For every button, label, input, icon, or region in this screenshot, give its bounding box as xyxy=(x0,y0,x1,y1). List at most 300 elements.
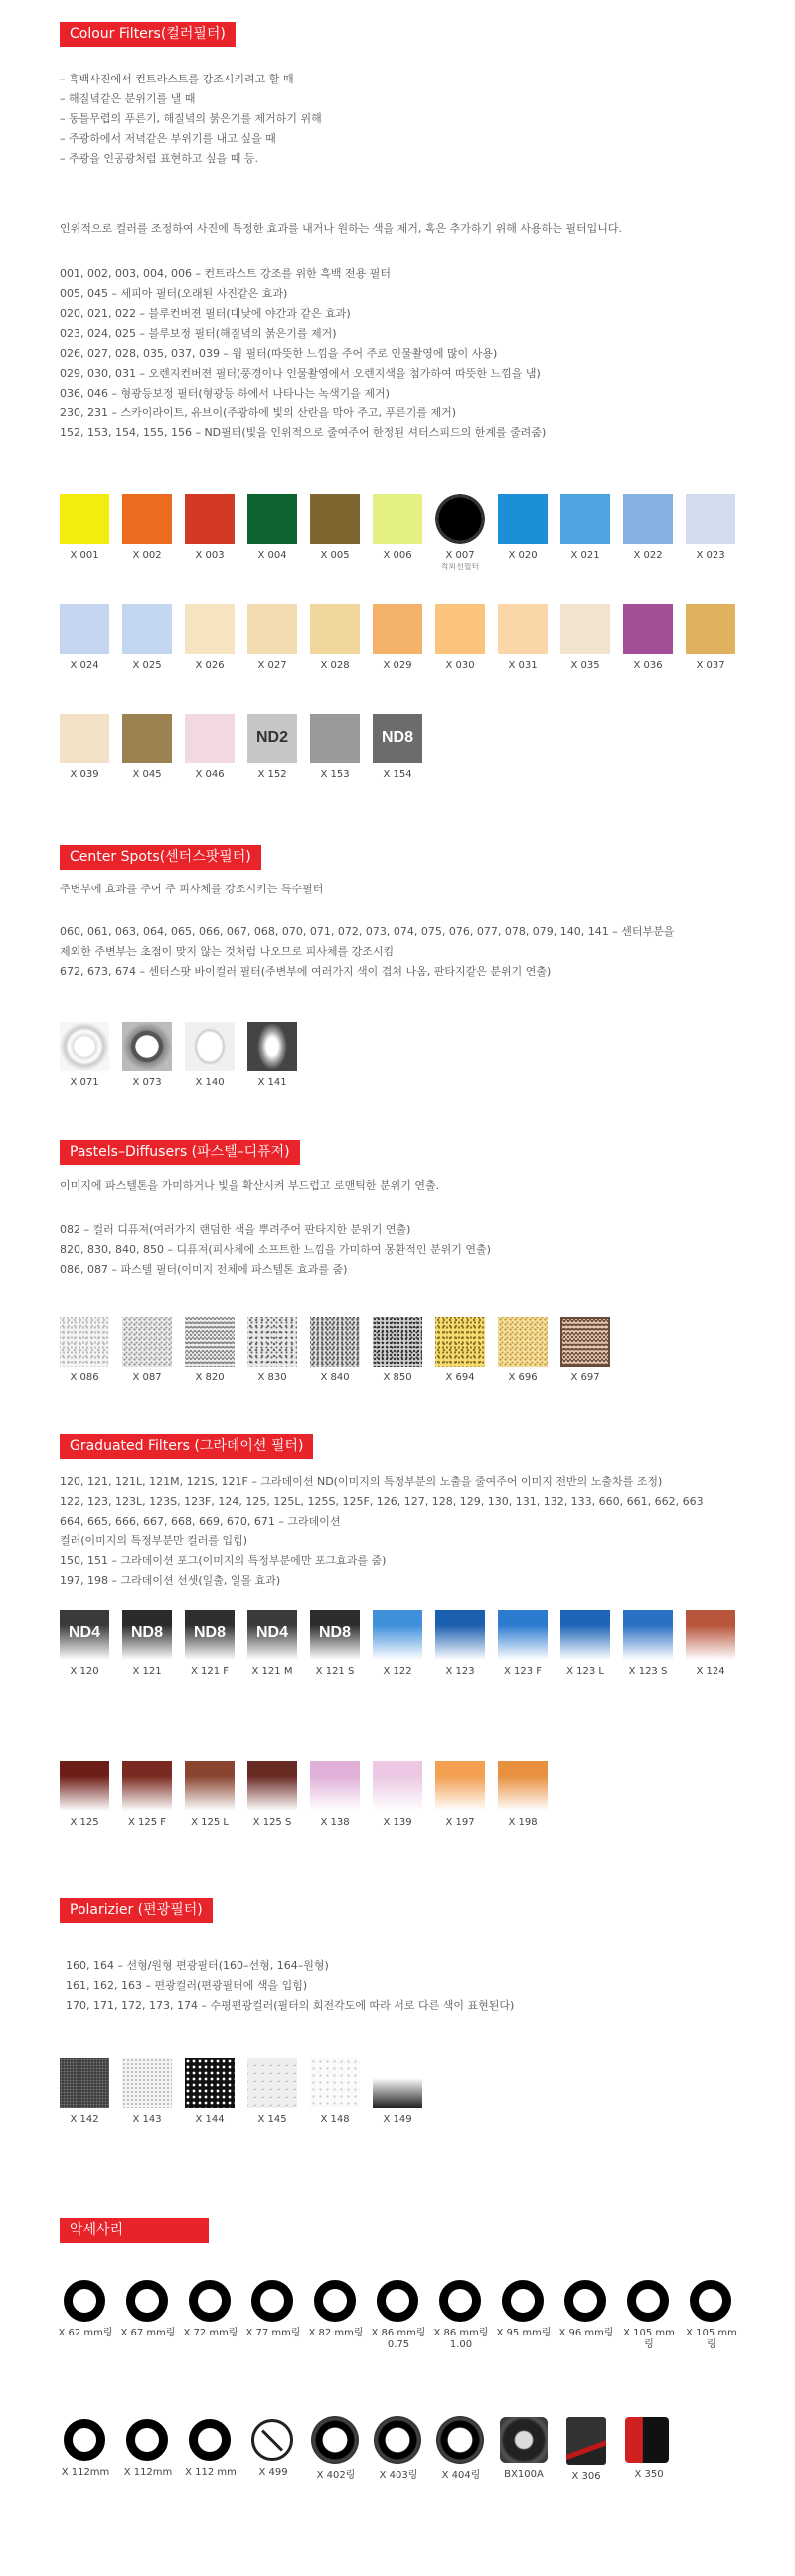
filter-list-line: 122, 123, 123L, 123S, 123F, 124, 125, 125L, 125S, 125F, 126, 127, 128, 129, 130, 131, 132, 133, 660, 661, 662, 663 xyxy=(60,1495,704,1508)
swatch-label xyxy=(185,1817,235,1829)
colour-intro xyxy=(60,70,322,169)
accessory-label-line: X 404링 xyxy=(441,2470,481,2481)
swatch-color xyxy=(310,2058,360,2108)
colour-list xyxy=(60,264,546,443)
filter-swatch xyxy=(435,494,498,573)
filter-list-line: 023, 024, 025 – 블루보정 필터(해질녘의 붉은기를 제거) xyxy=(60,327,337,340)
center-desc: 주변부에 효과를 주어 주 피사체를 강조시키는 특수필터 xyxy=(60,883,324,895)
swatch-label-text: X 028 xyxy=(320,660,350,671)
accessory-item xyxy=(247,2415,310,2483)
intro-line: – 동틀무렵의 푸른기, 해질녘의 붉은기를 제거하기 위해 xyxy=(60,112,322,125)
filter-swatch xyxy=(185,1610,247,1678)
filter-list-line: 672, 673, 674 – 센터스팟 바이컬러 필터(주변부에 여러가지 색이 겹쳐 나옴, 판타지같은 분위기 연출) xyxy=(60,965,552,978)
swatch-label xyxy=(122,1372,172,1384)
filter-swatch xyxy=(498,1317,560,1384)
swatch-color xyxy=(185,1610,235,1660)
filter-swatch xyxy=(185,1317,247,1384)
accessory-label-line: X 96 mm링 xyxy=(558,2328,614,2338)
swatch-color xyxy=(373,714,422,763)
adapter-ring-icon xyxy=(126,2419,168,2461)
swatch-label xyxy=(498,1817,548,1829)
filter-list-line: 170, 171, 172, 173, 174 – 수평편광컬러(필터의 회전각도에 따라 서로 다른 색이 표현된다) xyxy=(66,1999,515,2012)
swatch-label xyxy=(310,1666,360,1678)
accessory-item xyxy=(247,2276,310,2351)
swatch-color xyxy=(310,604,360,654)
filter-list-line: 026, 027, 028, 035, 037, 039 – 웜 필터(따뜻한 느낌을 주어 주로 인물촬영에 많이 사용) xyxy=(60,347,498,360)
lens-ring-icon xyxy=(436,2416,484,2464)
swatch-label-text: X 198 xyxy=(508,1817,538,1828)
swatch-label-text: X 020 xyxy=(508,550,538,561)
swatch-color xyxy=(435,1317,485,1367)
swatch-label-text: X 123 F xyxy=(503,1666,543,1677)
colour-section-title: Colour Filters(컬러필터) xyxy=(60,22,236,47)
filter-swatch xyxy=(122,1317,185,1384)
swatch-label xyxy=(60,660,109,672)
adapter-ring-icon xyxy=(564,2280,606,2322)
filter-swatch xyxy=(310,1317,373,1384)
filter-swatch xyxy=(435,604,498,672)
adapter-ring-icon xyxy=(251,2280,293,2322)
accessory-label xyxy=(556,2471,616,2483)
filter-list-line: 820, 830, 840, 850 – 디퓨져(피사체에 소프트한 느낌을 가미하여 몽환적인 분위기 연출) xyxy=(60,1243,491,1256)
swatch-color xyxy=(498,494,548,544)
filter-swatch xyxy=(247,2058,310,2126)
swatch-label-text: X 004 xyxy=(257,550,287,561)
swatch-label xyxy=(498,1372,548,1384)
swatch-label-text: X 027 xyxy=(257,660,287,671)
filter-list-line: 161, 162, 163 – 편광컬러(편광필터에 색을 입힘) xyxy=(66,1979,308,1992)
accessory-label-line: X 95 mm링 xyxy=(496,2328,552,2338)
accessory-row-1 xyxy=(60,2276,748,2351)
filter-swatch xyxy=(122,1761,185,1829)
swatch-label xyxy=(498,1666,548,1678)
swatch-label xyxy=(310,769,360,781)
accessory-item xyxy=(310,2415,373,2483)
adapter-ring-icon xyxy=(189,2419,231,2461)
swatch-label xyxy=(122,1077,172,1089)
filter-swatch xyxy=(310,714,373,781)
accessory-item xyxy=(122,2276,185,2351)
accessory-label-line: X 77 mm링 xyxy=(245,2328,301,2338)
accessory-label xyxy=(682,2328,741,2351)
swatch-color xyxy=(247,494,297,544)
swatch-label-text: X 039 xyxy=(70,769,99,780)
lens-ring-icon xyxy=(311,2416,359,2464)
filter-swatch xyxy=(60,1761,122,1829)
swatch-label xyxy=(310,660,360,672)
accessory-label-line: X 67 mm링 xyxy=(120,2328,176,2338)
swatch-label xyxy=(310,550,360,562)
accessory-label-line: X 350 xyxy=(634,2469,664,2480)
filter-list-line: 197, 198 – 그라데이션 선셋(일출, 일몰 효과) xyxy=(60,1574,281,1587)
swatch-color xyxy=(60,1761,109,1811)
swatch-color xyxy=(247,1317,297,1367)
accessory-item xyxy=(60,2276,122,2351)
swatch-label xyxy=(247,1666,297,1678)
swatch-label xyxy=(60,1372,109,1384)
accessory-item xyxy=(686,2276,748,2351)
filter-swatch xyxy=(310,604,373,672)
accessory-label-line: X 105 mm xyxy=(686,2328,737,2338)
swatch-label xyxy=(60,2114,109,2126)
swatch-label xyxy=(185,769,235,781)
filter-list-line: 005, 045 – 세피아 필터(오래된 사진같은 효과) xyxy=(60,287,288,300)
swatch-label-text: X 139 xyxy=(383,1817,412,1828)
swatch-label xyxy=(560,660,610,672)
filter-list-line: 230, 231 – 스카이라이트, 유브이(주광하에 빛의 산란을 막아 주고, 푸른기를 제거) xyxy=(60,406,457,419)
accessory-item xyxy=(498,2276,560,2351)
swatch-label-text: X 025 xyxy=(132,660,162,671)
swatch-color xyxy=(435,1610,485,1660)
swatch-label-text: X 154 xyxy=(383,769,412,780)
adapter-ring-icon xyxy=(627,2280,669,2322)
accessory-item xyxy=(185,2415,247,2483)
nd-label: ND8 xyxy=(381,729,413,746)
swatch-label xyxy=(60,1666,109,1678)
nd-label: ND2 xyxy=(255,729,288,746)
accessory-label xyxy=(306,2470,366,2482)
swatch-label-text: X 141 xyxy=(257,1077,287,1088)
pastel-list xyxy=(60,1220,491,1280)
filter-list-line: 020, 021, 022 – 블루컨버젼 필터(대낮에 야간과 같은 효과) xyxy=(60,307,351,320)
nd-label: ND8 xyxy=(193,1624,226,1641)
filter-swatch xyxy=(373,1317,435,1384)
accessory-item xyxy=(373,2276,435,2351)
swatch-label xyxy=(498,660,548,672)
swatch-color xyxy=(247,1761,297,1811)
swatch-label xyxy=(560,550,610,562)
swatch-color xyxy=(560,1317,610,1367)
filter-swatch xyxy=(60,1022,122,1089)
swatch-color xyxy=(247,1610,297,1660)
filter-swatch xyxy=(310,494,373,573)
filter-swatch xyxy=(247,494,310,573)
graduated-section-title: Graduated Filters (그라데이션 필터) xyxy=(60,1434,313,1459)
filter-swatch xyxy=(247,604,310,672)
polarizer-list xyxy=(66,1956,514,2015)
clip-cross xyxy=(261,2430,283,2452)
filter-swatch xyxy=(185,1761,247,1829)
filter-swatch xyxy=(122,1610,185,1678)
swatch-color xyxy=(498,1317,548,1367)
accessory-label xyxy=(306,2328,366,2339)
swatch-color xyxy=(247,2058,297,2108)
accessory-item xyxy=(373,2415,435,2483)
swatch-label-text: X 037 xyxy=(696,660,725,671)
filter-swatch xyxy=(373,714,435,781)
swatch-label-text: X 005 xyxy=(320,550,350,561)
swatch-label-text: X 850 xyxy=(383,1372,412,1383)
swatch-label xyxy=(247,769,297,781)
filter-swatch xyxy=(310,2058,373,2126)
accessory-label-line2: 링 xyxy=(707,2339,716,2350)
filter-list-line: 060, 061, 063, 064, 065, 066, 067, 068, 070, 071, 072, 073, 074, 075, 076, 077, 078, 079, 140, 141 – 센터부분을 xyxy=(60,925,675,938)
swatch-label-text: X 003 xyxy=(195,550,225,561)
filter-swatch xyxy=(435,1610,498,1678)
swatch-color xyxy=(122,1761,172,1811)
swatch-color xyxy=(373,1317,422,1367)
filter-list-line: 컬러(이미지의 특정부분만 컬러를 입힘) xyxy=(60,1534,248,1547)
swatch-label-text: X 121 S xyxy=(315,1666,355,1677)
intro-line: – 흑백사진에서 컨트라스트를 강조시키려고 할 때 xyxy=(60,73,294,85)
filter-list-line: 제외한 주변부는 초점이 맞지 않는 것처럼 나오므로 피사체를 강조시킴 xyxy=(60,945,395,958)
swatch-color xyxy=(122,714,172,763)
filter-swatch xyxy=(247,1610,310,1678)
center-list xyxy=(60,922,674,982)
accessory-section-title: 악세사리 xyxy=(60,2218,209,2243)
swatch-color xyxy=(310,494,360,544)
swatch-color xyxy=(310,1610,360,1660)
nd-label: ND4 xyxy=(255,1624,288,1641)
graduated-swatch-row-2 xyxy=(60,1761,560,1829)
accessory-item xyxy=(435,2415,498,2483)
filter-swatch xyxy=(310,1610,373,1678)
accessory-label-line2: 0.75 xyxy=(387,2339,410,2350)
swatch-label-text: X 021 xyxy=(570,550,600,561)
filter-swatch xyxy=(310,1761,373,1829)
swatch-label xyxy=(373,769,422,781)
accessory-label-line: X 82 mm링 xyxy=(308,2328,364,2338)
swatch-color xyxy=(60,2058,109,2108)
swatch-label xyxy=(247,2114,297,2126)
filter-list-line: 160, 164 – 선형/원형 편광필터(160–선형, 164–원형) xyxy=(66,1959,329,1972)
filter-swatch xyxy=(122,604,185,672)
swatch-label-text: X 073 xyxy=(132,1077,162,1088)
accessory-label-line2: 링 xyxy=(644,2339,654,2350)
adapter-ring-icon xyxy=(377,2280,418,2322)
filter-swatch xyxy=(373,604,435,672)
swatch-color xyxy=(498,1610,548,1660)
swatch-label-text: X 125 F xyxy=(127,1817,167,1828)
filter-swatch xyxy=(498,1761,560,1829)
filter-swatch xyxy=(247,714,310,781)
filter-swatch xyxy=(623,604,686,672)
adapter-ring-icon xyxy=(64,2280,105,2322)
swatch-color xyxy=(435,604,485,654)
filter-swatch xyxy=(560,1317,623,1384)
accessory-item xyxy=(560,2415,623,2483)
filter-swatch xyxy=(498,1610,560,1678)
filter-swatch xyxy=(498,604,560,672)
swatch-label xyxy=(185,1372,235,1384)
accessory-label xyxy=(181,2467,240,2479)
filter-list-line: 150, 151 – 그라데이션 포그(이미지의 특정부분에만 포그효과를 줌) xyxy=(60,1554,387,1567)
swatch-color xyxy=(435,494,485,544)
accessory-label-line2: 1.00 xyxy=(449,2339,473,2350)
swatch-label xyxy=(373,550,422,562)
filter-swatch xyxy=(247,1317,310,1384)
swatch-label-text: X 123 xyxy=(445,1666,475,1677)
swatch-color xyxy=(60,1610,109,1660)
swatch-color xyxy=(498,604,548,654)
filter-list-line: 036, 046 – 형광등보정 필터(형광등 하에서 나타나는 녹색기을 제거) xyxy=(60,387,390,400)
accessory-label-line: X 86 mm링 xyxy=(433,2328,489,2338)
filter-swatch xyxy=(60,1317,122,1384)
swatch-label xyxy=(498,550,548,562)
swatch-label-text: X 144 xyxy=(195,2114,225,2125)
swatch-label-text: X 140 xyxy=(195,1077,225,1088)
filter-swatch xyxy=(435,1761,498,1829)
filter-swatch xyxy=(185,1022,247,1089)
filter-swatch xyxy=(60,494,122,573)
swatch-color xyxy=(247,1022,297,1071)
filter-case-icon xyxy=(566,2417,606,2465)
colour-swatch-row-2 xyxy=(60,604,748,672)
swatch-label xyxy=(122,769,172,781)
swatch-label-text: X 045 xyxy=(132,769,162,780)
swatch-color xyxy=(373,604,422,654)
swatch-label xyxy=(122,1817,172,1829)
nd-label: ND8 xyxy=(130,1624,163,1641)
accessory-item xyxy=(60,2415,122,2483)
swatch-label-text: X 026 xyxy=(195,660,225,671)
swatch-label-text: X 125 S xyxy=(252,1817,292,1828)
swatch-label-text: X 694 xyxy=(445,1372,475,1383)
accessory-label xyxy=(118,2328,178,2339)
accessory-label xyxy=(243,2467,303,2479)
swatch-label-text: X 143 xyxy=(132,2114,162,2125)
swatch-label-text: X 125 L xyxy=(191,1817,229,1828)
filter-swatch xyxy=(60,2058,122,2126)
accessory-row-2 xyxy=(60,2415,686,2483)
swatch-label xyxy=(623,660,673,672)
adapter-ring-icon xyxy=(690,2280,731,2322)
adapter-ring-icon xyxy=(314,2280,356,2322)
graduated-swatch-row-1 xyxy=(60,1610,748,1678)
swatch-color xyxy=(560,1610,610,1660)
swatch-label-text: X 123 S xyxy=(628,1666,668,1677)
accessory-label xyxy=(243,2328,303,2339)
filter-swatch xyxy=(373,1610,435,1678)
accessory-label-line: BX100A xyxy=(504,2469,544,2480)
polarizer-swatch-row xyxy=(60,2058,435,2126)
accessory-item xyxy=(498,2415,560,2483)
accessory-item xyxy=(185,2276,247,2351)
swatch-color xyxy=(60,604,109,654)
swatch-color xyxy=(310,714,360,763)
swatch-label xyxy=(185,550,235,562)
swatch-label-text: X 023 xyxy=(696,550,725,561)
filter-swatch xyxy=(185,604,247,672)
filter-swatch xyxy=(60,604,122,672)
filter-swatch xyxy=(498,494,560,573)
swatch-label-text: X 152 xyxy=(257,769,287,780)
swatch-label xyxy=(60,1817,109,1829)
swatch-label xyxy=(435,550,485,573)
swatch-label-text: X 121 xyxy=(132,1666,162,1677)
swatch-label xyxy=(247,660,297,672)
swatch-label-text: X 002 xyxy=(132,550,162,561)
swatch-label xyxy=(560,1666,610,1678)
swatch-label xyxy=(185,1666,235,1678)
swatch-color xyxy=(686,1610,735,1660)
swatch-label-text: X 148 xyxy=(320,2114,350,2125)
accessory-item xyxy=(623,2415,686,2483)
filter-swatch xyxy=(247,1761,310,1829)
pastel-section-title: Pastels–Diffusers (파스텔–디퓨져) xyxy=(60,1140,300,1165)
swatch-color xyxy=(623,494,673,544)
swatch-label-text: X 121 M xyxy=(251,1666,293,1677)
swatch-label xyxy=(247,1372,297,1384)
swatch-label xyxy=(185,2114,235,2126)
swatch-color xyxy=(373,494,422,544)
swatch-color xyxy=(122,2058,172,2108)
accessory-label-line: X 112mm xyxy=(123,2467,173,2478)
swatch-label-text: X 036 xyxy=(633,660,663,671)
intro-line: – 주광을 인공광처럼 표현하고 싶을 때 등. xyxy=(60,152,258,165)
swatch-color xyxy=(185,1761,235,1811)
swatch-color xyxy=(185,1317,235,1367)
swatch-label-text: X 124 xyxy=(696,1666,725,1677)
swatch-color xyxy=(122,1610,172,1660)
filter-list-line: 120, 121, 121L, 121M, 121S, 121F – 그라데이션 ND(이미지의 특정부분의 노출을 줄여주어 이미지 전반의 노출차를 조정) xyxy=(60,1475,663,1488)
swatch-label xyxy=(247,550,297,562)
colour-swatch-row-1 xyxy=(60,494,748,573)
swatch-color xyxy=(247,604,297,654)
swatch-label-text: X 001 xyxy=(70,550,99,561)
filter-swatch xyxy=(60,1610,122,1678)
swatch-color xyxy=(498,1761,548,1811)
swatch-label-text: X 120 xyxy=(70,1666,99,1677)
swatch-label-text: X 125 xyxy=(70,1817,99,1828)
swatch-label-text: X 071 xyxy=(70,1077,99,1088)
filter-swatch xyxy=(686,604,748,672)
filter-swatch xyxy=(247,1022,310,1089)
accessory-item xyxy=(623,2276,686,2351)
swatch-color xyxy=(247,714,297,763)
accessory-label-line: X 306 xyxy=(571,2471,601,2482)
accessory-label xyxy=(56,2328,115,2339)
adapter-ring-icon xyxy=(502,2280,544,2322)
accessory-label xyxy=(556,2328,616,2339)
swatch-color xyxy=(60,714,109,763)
filter-swatch xyxy=(122,2058,185,2126)
swatch-label xyxy=(373,1372,422,1384)
accessory-label-line: X 403링 xyxy=(379,2470,418,2481)
swatch-label-text: X 153 xyxy=(320,769,350,780)
swatch-label xyxy=(122,1666,172,1678)
filter-list-line: 664, 665, 666, 667, 668, 669, 670, 671 – 그라데이션 xyxy=(60,1515,341,1528)
filter-swatch xyxy=(373,494,435,573)
filter-list-line: 152, 153, 154, 155, 156 – ND필터(빛을 인위적으로 줄여주어 한정된 셔터스피드의 한계를 줄려줌) xyxy=(60,426,547,439)
swatch-label-text: X 086 xyxy=(70,1372,99,1383)
filter-swatch xyxy=(560,1610,623,1678)
nd-label: ND8 xyxy=(318,1624,351,1641)
swatch-sublabel: 적외선필터 xyxy=(440,563,480,571)
swatch-label-text: X 830 xyxy=(257,1372,287,1383)
swatch-label xyxy=(310,1817,360,1829)
accessory-label-line: X 112mm xyxy=(61,2467,110,2478)
accessory-label xyxy=(118,2467,178,2479)
filter-swatch xyxy=(60,714,122,781)
accessory-label xyxy=(369,2328,428,2351)
swatch-label xyxy=(373,1817,422,1829)
swatch-label xyxy=(122,660,172,672)
swatch-color xyxy=(623,604,673,654)
lens-hood-icon xyxy=(625,2417,669,2463)
nd-label: ND4 xyxy=(68,1624,100,1641)
lens-ring-icon xyxy=(374,2416,421,2464)
swatch-label-text: X 142 xyxy=(70,2114,99,2125)
accessory-label xyxy=(181,2328,240,2339)
swatch-label-text: X 035 xyxy=(570,660,600,671)
swatch-label xyxy=(122,2114,172,2126)
adapter-ring-icon xyxy=(126,2280,168,2322)
center-section-title: Center Spots(센터스팟필터) xyxy=(60,845,261,870)
adapter-ring-icon xyxy=(189,2280,231,2322)
filter-swatch xyxy=(122,1022,185,1089)
accessory-item xyxy=(560,2276,623,2351)
